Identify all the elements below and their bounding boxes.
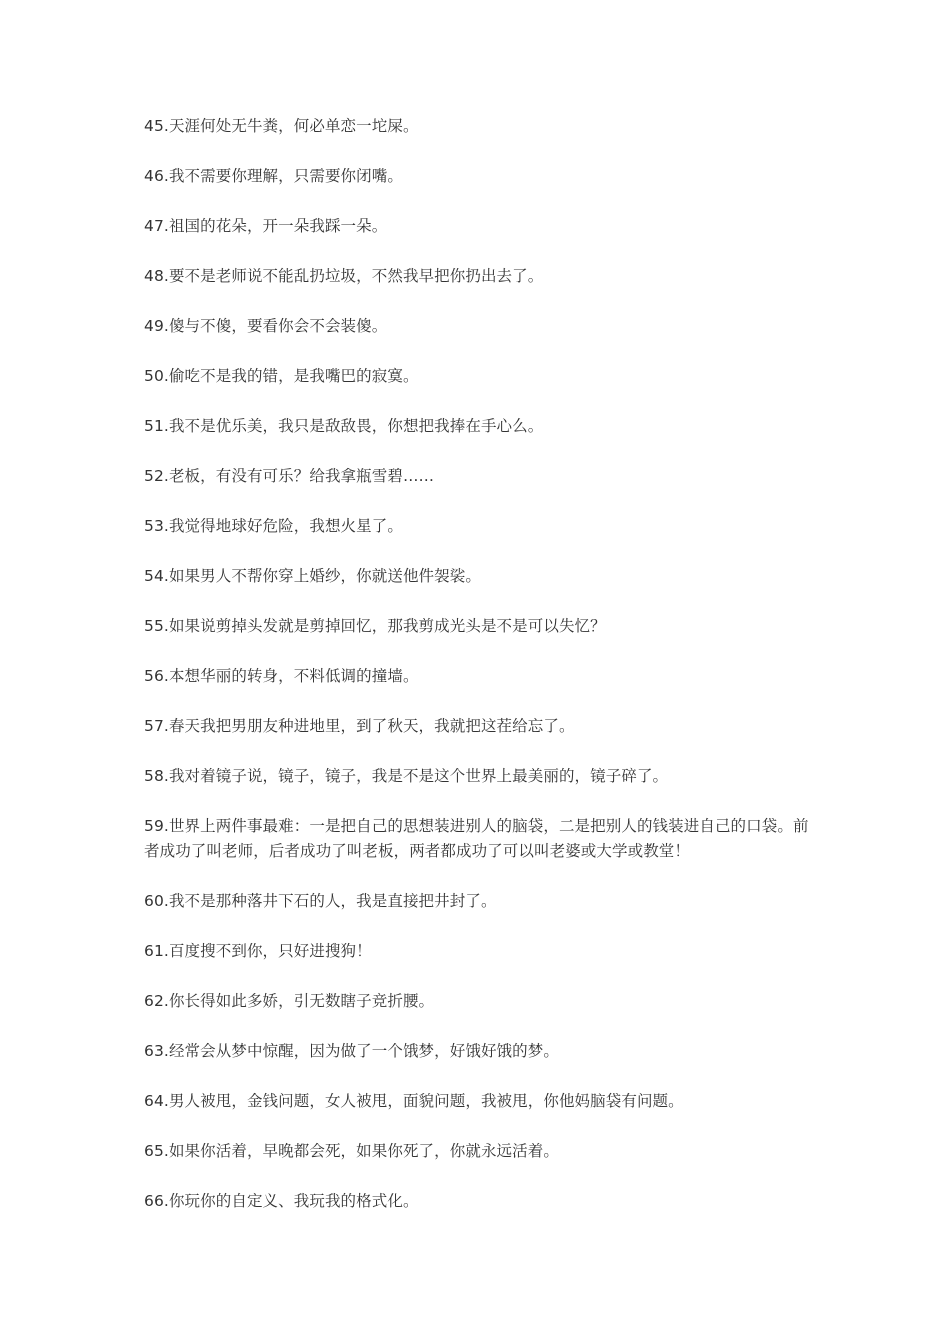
joke-line-50: 50.偷吃不是我的错，是我嘴巴的寂寞。	[144, 367, 419, 385]
joke-line-62: 62.你长得如此多娇，引无数瞎子竞折腰。	[144, 992, 435, 1010]
joke-line-57: 57.春天我把男朋友种进地里，到了秋天，我就把这茬给忘了。	[144, 717, 575, 735]
joke-line-65: 65.如果你活着，早晚都会死，如果你死了，你就永远活着。	[144, 1142, 559, 1160]
joke-line-58: 58.我对着镜子说，镜子，镜子，我是不是这个世界上最美丽的，镜子碎了。	[144, 767, 669, 785]
document-body	[144, 114, 812, 1239]
joke-line-48: 48.要不是老师说不能乱扔垃圾，不然我早把你扔出去了。	[144, 267, 544, 285]
joke-line-49: 49.傻与不傻，要看你会不会装傻。	[144, 317, 388, 335]
joke-line-61: 61.百度搜不到你，只好进搜狗！	[144, 942, 372, 960]
joke-line-60: 60.我不是那种落井下石的人，我是直接把井封了。	[144, 892, 497, 910]
joke-line-54: 54.如果男人不帮你穿上婚纱，你就送他件袈裟。	[144, 567, 481, 585]
joke-line-52: 52.老板，有没有可乐？给我拿瓶雪碧……	[144, 467, 435, 485]
joke-line-46: 46.我不需要你理解，只需要你闭嘴。	[144, 167, 403, 185]
joke-line-55: 55.如果说剪掉头发就是剪掉回忆，那我剪成光头是不是可以失忆？	[144, 617, 606, 635]
joke-line-47: 47.祖国的花朵，开一朵我踩一朵。	[144, 217, 388, 235]
joke-line-56: 56.本想华丽的转身，不料低调的撞墙。	[144, 667, 419, 685]
joke-line-59: 59.世界上两件事最难：一是把自己的思想装进别人的脑袋，二是把别人的钱装进自己的口袋。前者成功了叫老师，后者成功了叫老板，两者都成功了可以叫老婆或大学或教堂！	[144, 817, 809, 860]
joke-line-63: 63.经常会从梦中惊醒，因为做了一个饿梦，好饿好饿的梦。	[144, 1042, 559, 1060]
joke-line-45: 45.天涯何处无牛粪，何必单恋一坨屎。	[144, 117, 419, 135]
joke-line-53: 53.我觉得地球好危险，我想火星了。	[144, 517, 403, 535]
joke-line-51: 51.我不是优乐美，我只是敌敌畏，你想把我捧在手心么。	[144, 417, 544, 435]
joke-line-64: 64.男人被甩，金钱问题，女人被甩，面貌问题，我被甩，你他妈脑袋有问题。	[144, 1092, 684, 1110]
joke-line-66: 66.你玩你的自定义、我玩我的格式化。	[144, 1192, 419, 1210]
